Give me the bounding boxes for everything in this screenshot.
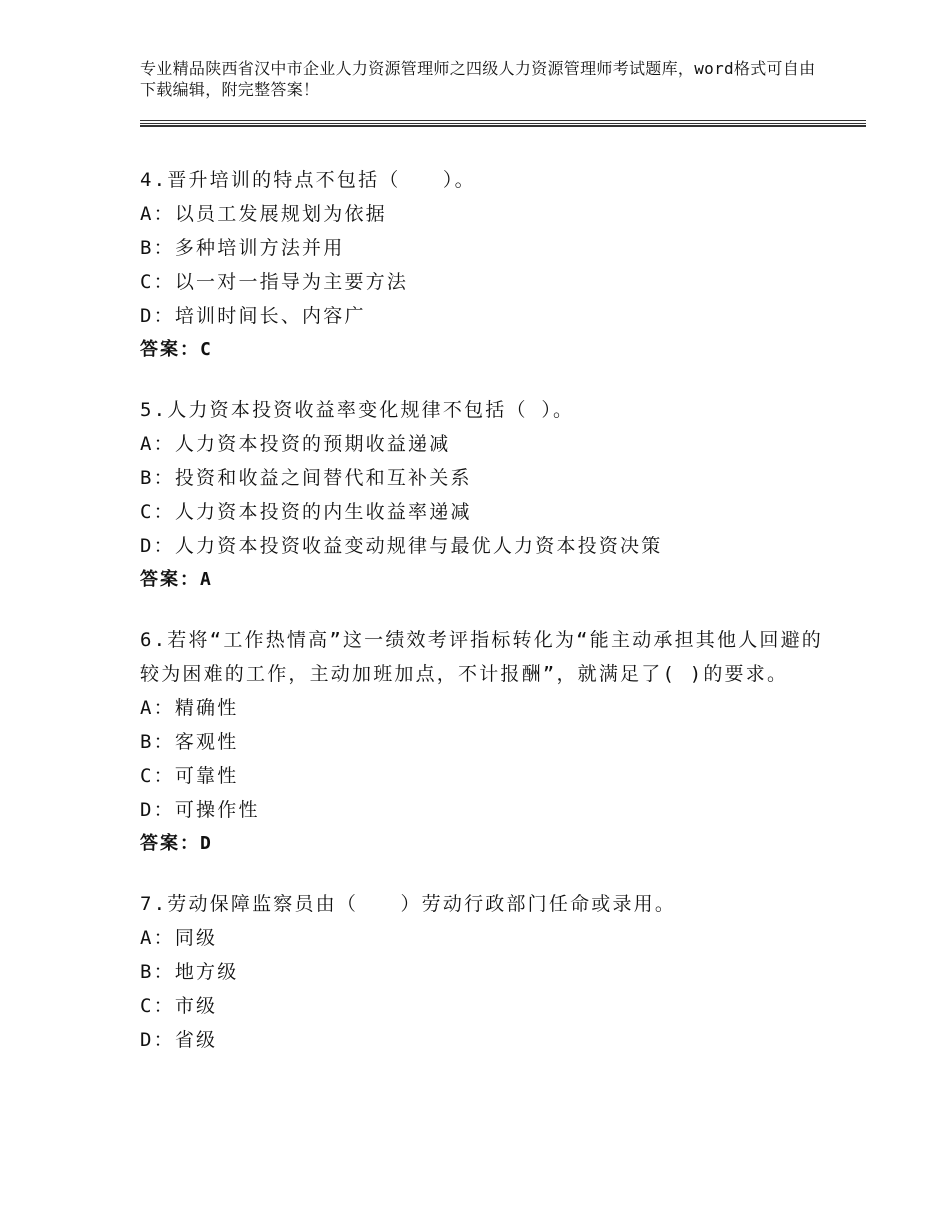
option-a: A：同级 bbox=[140, 927, 218, 949]
question-stem: 7.劳动保障监察员由（ ）劳动行政部门任命或录用。 bbox=[140, 893, 677, 915]
question-6 bbox=[140, 623, 840, 861]
option-d: D：培训时间长、内容广 bbox=[140, 305, 366, 327]
option-a: A：精确性 bbox=[140, 697, 239, 719]
option-d: D：人力资本投资收益变动规律与最优人力资本投资决策 bbox=[140, 535, 663, 557]
option-a: A：以员工发展规划为依据 bbox=[140, 203, 387, 225]
header-divider bbox=[140, 120, 866, 121]
header-divider bbox=[140, 125, 866, 127]
option-c: C：以一对一指导为主要方法 bbox=[140, 271, 409, 293]
option-a: A：人力资本投资的预期收益递减 bbox=[140, 433, 451, 455]
question-7 bbox=[140, 887, 840, 1057]
option-b: B：多种培训方法并用 bbox=[140, 237, 345, 259]
option-c: C：人力资本投资的内生收益率递减 bbox=[140, 501, 472, 523]
question-5 bbox=[140, 393, 840, 597]
question-stem: 5.人力资本投资收益率变化规律不包括（ ）。 bbox=[140, 399, 575, 421]
document-header: 专业精品陕西省汉中市企业人力资源管理师之四级人力资源管理师考试题库，word格式可自由下载编辑，附完整答案！ bbox=[140, 59, 816, 99]
header-divider bbox=[140, 123, 866, 124]
option-b: B：客观性 bbox=[140, 731, 239, 753]
option-c: C：可靠性 bbox=[140, 765, 239, 787]
question-stem: 4.晋升培训的特点不包括（ ）。 bbox=[140, 169, 476, 191]
option-b: B：地方级 bbox=[140, 961, 239, 983]
option-c: C：市级 bbox=[140, 995, 218, 1017]
option-d: D：可操作性 bbox=[140, 799, 260, 821]
option-d: D：省级 bbox=[140, 1029, 218, 1051]
answer-label: 答案：D bbox=[140, 833, 213, 854]
answer-label: 答案：A bbox=[140, 569, 213, 590]
question-4 bbox=[140, 163, 840, 367]
question-stem: 6.若将“工作热情高”这一绩效考评指标转化为“能主动承担其他人回避的较为困难的工作，主动加班加点，不计报酬”，就满足了( )的要求。 bbox=[140, 629, 823, 685]
option-b: B：投资和收益之间替代和互补关系 bbox=[140, 467, 472, 489]
question-list bbox=[140, 163, 840, 1083]
answer-label: 答案：C bbox=[140, 339, 213, 360]
